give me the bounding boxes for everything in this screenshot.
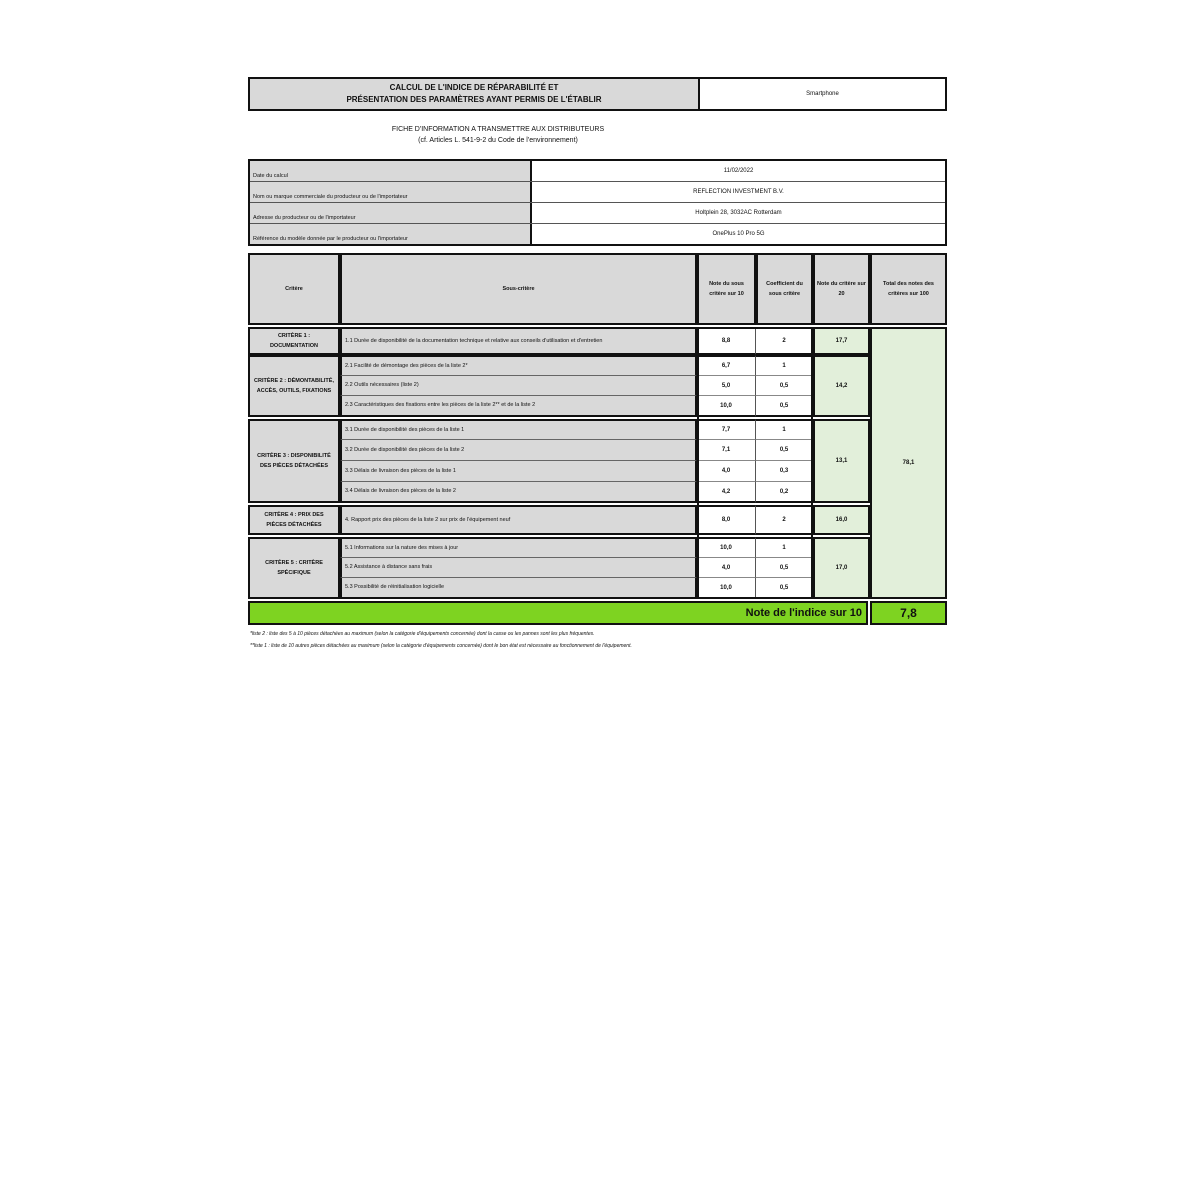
criterion-3-name: CRITÈRE 3 : DISPONIBILITÉ DES PIÈCES DÉTACHÉES (248, 419, 340, 503)
coef-1-1: 2 (756, 327, 813, 355)
note-5-3: 10,0 (697, 578, 756, 599)
title-table (248, 77, 947, 111)
subcriterion-2-3: 2.3 Caractéristiques des fixations entre les pièces de la liste 2** et de la liste 2 (340, 396, 697, 417)
header-total: Total des notes des critères sur 100 (870, 253, 947, 325)
final-index-value: 7,8 (870, 601, 947, 625)
footnote-2: **liste 1 : liste de 10 autres pièces détachées au maximum (selon la catégorie d'équipements concernée) dont le bon état est nécessaire au fonctionnement de l'équipement. (250, 643, 632, 649)
subcriterion-2-2: 2.2 Outils nécessaires (liste 2) (340, 376, 697, 396)
note-1-1: 8,8 (697, 327, 756, 355)
info-value: 11/02/2022 (723, 168, 754, 174)
footnote-1: *liste 2 : liste des 5 à 10 pièces détachées au maximum (selon la catégorie d'équipements concernée) dont la casse ou les pannes sont les plus fréquentes. (250, 631, 595, 637)
subcriterion-5-1: 5.1 Informations sur la nature des mises à jour (340, 537, 697, 558)
info-label: Date du calcul (250, 161, 532, 181)
subcriterion-3-2: 3.2 Durée de disponibilité des pièces de la liste 2 (340, 440, 697, 461)
subtitle-line-1: FICHE D'INFORMATION A TRANSMETTRE AUX DISTRIBUTEURS (391, 126, 605, 133)
title-line-1: CALCUL DE L'INDICE DE RÉPARABILITÉ ET (389, 83, 559, 92)
note-4-1: 8,0 (697, 505, 756, 535)
info-value: Holtplein 28, 3032AC Rotterdam (695, 210, 782, 216)
note-5-1: 10,0 (697, 537, 756, 558)
header-subcriteria: Sous-critère (340, 253, 697, 325)
criterion-1-score: 17,7 (813, 327, 870, 355)
criterion-4-name: CRITÈRE 4 : PRIX DES PIÈCES DÉTACHÉES (248, 505, 340, 535)
info-row-brand (250, 182, 945, 203)
info-label: Adresse du producteur ou de l'importateur (250, 203, 532, 223)
info-row-date (250, 161, 945, 182)
criterion-4-score: 16,0 (813, 505, 870, 535)
info-value: OnePlus 10 Pro 5G (712, 231, 765, 237)
note-2-1: 6,7 (697, 355, 756, 376)
note-5-2: 4,0 (697, 558, 756, 578)
info-row-address (250, 203, 945, 224)
info-label: Nom ou marque commerciale du producteur ou de l'importateur (250, 182, 532, 202)
final-row (248, 601, 947, 625)
final-index-label: Note de l'indice sur 10 (248, 601, 868, 625)
coef-2-3: 0,5 (756, 396, 813, 417)
subcriterion-4-1: 4. Rapport prix des pièces de la liste 2 sur prix de l'équipement neuf (340, 505, 697, 535)
info-value: REFLECTION INVESTMENT B.V. (693, 189, 784, 195)
note-2-2: 5,0 (697, 376, 756, 396)
footnotes (250, 628, 950, 652)
criterion-3-score: 13,1 (813, 419, 870, 503)
info-table (248, 159, 947, 246)
title-cell (250, 79, 700, 109)
note-3-1: 7,7 (697, 419, 756, 440)
subcriterion-3-1: 3.1 Durée de disponibilité des pièces de la liste 1 (340, 419, 697, 440)
note-3-2: 7,1 (697, 440, 756, 461)
header-note-sub: Note du sous critère sur 10 (697, 253, 756, 325)
score-table (248, 253, 947, 625)
coef-2-2: 0,5 (756, 376, 813, 396)
title-line-2: PRÉSENTATION DES PARAMÈTRES AYANT PERMIS DE L'ÉTABLIR (346, 95, 602, 104)
coef-3-4: 0,2 (756, 482, 813, 503)
header-coef: Coefficient du sous critère (756, 253, 813, 325)
coef-5-1: 1 (756, 537, 813, 558)
coef-5-2: 0,5 (756, 558, 813, 578)
criterion-5-name: CRITÈRE 5 : CRITÈRE SPÉCIFIQUE (248, 537, 340, 599)
coef-3-2: 0,5 (756, 440, 813, 461)
info-row-model (250, 224, 945, 244)
note-3-3: 4,0 (697, 461, 756, 482)
subtitle (248, 124, 947, 146)
total-score: 78,1 (870, 327, 947, 599)
subcriterion-3-3: 3.3 Délais de livraison des pièces de la liste 1 (340, 461, 697, 482)
header-criteria: Critère (248, 253, 340, 325)
coef-5-3: 0,5 (756, 578, 813, 599)
subcriterion-5-2: 5.2 Assistance à distance sans frais (340, 558, 697, 578)
coef-3-3: 0,3 (756, 461, 813, 482)
subcriterion-2-1: 2.1 Facilité de démontage des pièces de la liste 2* (340, 355, 697, 376)
coef-2-1: 1 (756, 355, 813, 376)
criterion-5-score: 17,0 (813, 537, 870, 599)
subcriterion-3-4: 3.4 Délais de livraison des pièces de la liste 2 (340, 482, 697, 503)
subcriterion-1-1: 1.1 Durée de disponibilité de la documentation technique et relative aux conseils d'utilisation et d'entretien (340, 327, 697, 355)
coef-3-1: 1 (756, 419, 813, 440)
info-label: Référence du modèle donnée par le producteur ou l'importateur (250, 224, 532, 244)
coef-4-1: 2 (756, 505, 813, 535)
subcriterion-5-3: 5.3 Possibilité de réinitialisation logicielle (340, 578, 697, 599)
header-note-crit: Note du critère sur 20 (813, 253, 870, 325)
criterion-2-name: CRITÈRE 2 : DÉMONTABILITÉ, ACCÈS, OUTILS, FIXATIONS (248, 355, 340, 417)
criterion-2-score: 14,2 (813, 355, 870, 417)
note-2-3: 10,0 (697, 396, 756, 417)
product-category: Smartphone (806, 91, 839, 97)
subtitle-line-2: (cf. Articles L. 541-9-2 du Code de l'environnement) (418, 137, 578, 144)
criterion-1-name: CRITÈRE 1 : DOCUMENTATION (248, 327, 340, 355)
note-3-4: 4,2 (697, 482, 756, 503)
